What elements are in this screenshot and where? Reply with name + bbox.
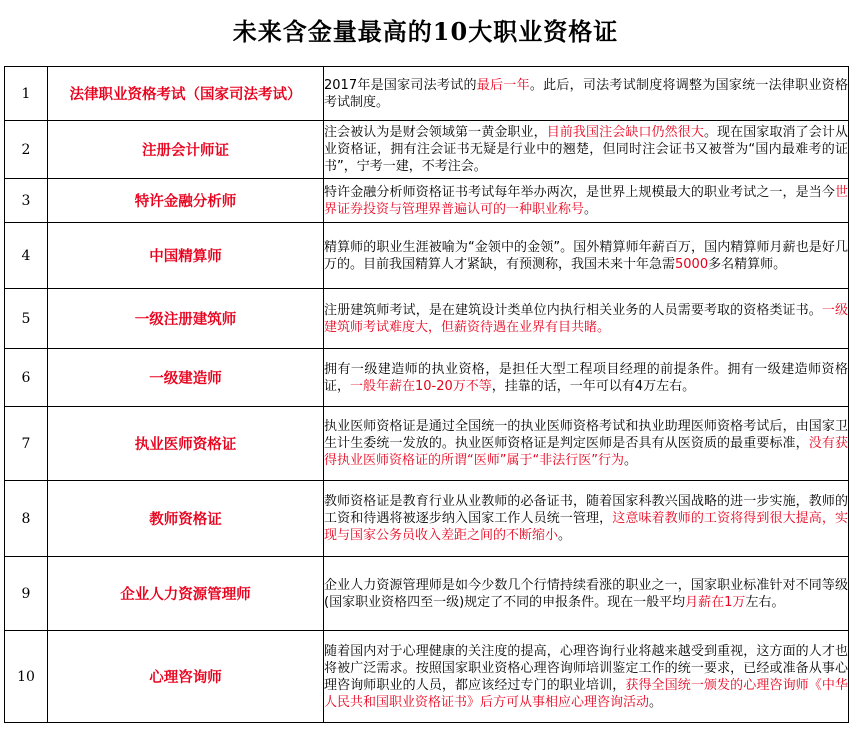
desc-text: 。此后，司法考试制度将调整为国家统一法律职业资格考试制度。: [324, 77, 848, 110]
desc-text: 随着国内对于心理健康的关注度的提高，心理咨询行业将越来越受到重视，这方面的人才也将被广泛需求。按照国家职业资格心理咨询师培训鉴定工作的统一要求，已经或准备从事心理咨询师职业的人员，都应该经过专门的职业培训，: [324, 643, 848, 693]
table-row: [5, 223, 849, 289]
certificate-description: [324, 223, 849, 289]
certificate-description: [324, 481, 849, 557]
certificate-description: [324, 121, 849, 179]
desc-highlight: 世界证券投资与管理界普遍认可的一种职业称号: [324, 184, 848, 217]
row-number: 2: [5, 121, 48, 179]
certificate-description: [324, 289, 849, 349]
certificate-name: 法律职业资格考试（国家司法考试）: [48, 67, 324, 121]
row-number: 7: [5, 407, 48, 481]
certificate-description: [324, 407, 849, 481]
certificate-description: [324, 557, 849, 631]
desc-text: 。: [649, 694, 663, 710]
table-row: [5, 289, 849, 349]
certificate-description: [324, 67, 849, 121]
desc-text: 注册建筑师考试，是在建筑设计类单位内执行相关业务的人员需要考取的资格类证书。: [324, 302, 822, 318]
table-row: [5, 349, 849, 407]
certificate-description: [324, 349, 849, 407]
desc-highlight: 一级建筑师考试难度大，但薪资待遇在业界有目共睹。: [324, 302, 848, 335]
table-row: [5, 121, 849, 179]
row-number: 9: [5, 557, 48, 631]
desc-text: ，挂靠的话，一年可以有4万左右。: [491, 378, 696, 394]
desc-text: 执业医师资格证是通过全国统一的执业医师资格考试和执业助理医师资格考试后，由国家卫生计生委统一发放的。执业医师资格证是判定医师是否具有从医资质的最重要标准，: [324, 419, 848, 451]
certificate-name: 心理咨询师: [48, 631, 324, 723]
table-row: [5, 179, 849, 223]
certificate-name: 教师资格证: [48, 481, 324, 557]
desc-highlight: 这意味着教师的工资将得到很大提高，实现与国家公务员收入差距之间的不断缩小: [324, 511, 848, 543]
desc-text: 。: [558, 528, 572, 543]
desc-highlight: 月薪在1万: [685, 594, 746, 610]
desc-text: 。: [584, 201, 598, 217]
desc-text: 企业人力资源管理师是如今少数几个行情持续看涨的职业之一，国家职业标准针对不同等级(国家职业资格四至一级)规定了不同的申报条件。现在一般平均: [324, 577, 848, 610]
certificate-name: 中国精算师: [48, 223, 324, 289]
desc-text: 教师资格证是教育行业从业教师的必备证书，随着国家科教兴国战略的进一步实施，教师的工资和待遇将被逐步纳入国家工作人员统一管理，: [324, 494, 848, 526]
certificate-name: 企业人力资源管理师: [48, 557, 324, 631]
desc-highlight: 5000: [675, 256, 709, 272]
certificate-description: [324, 179, 849, 223]
certificate-description: [324, 631, 849, 723]
desc-highlight: 目前我国注会缺口仍然很大: [546, 125, 704, 140]
desc-text: 注会被认为是财会领域第一黄金职业，: [324, 125, 547, 140]
row-number: 4: [5, 223, 48, 289]
row-number: 10: [5, 631, 48, 723]
desc-text: 拥有一级建造师的执业资格，是担任大型工程项目经理的前提条件。拥有一级建造师资格证，: [324, 361, 848, 394]
certificate-name: 执业医师资格证: [48, 407, 324, 481]
table-row: [5, 557, 849, 631]
row-number: 8: [5, 481, 48, 557]
certificate-name: 一级建造师: [48, 349, 324, 407]
page-title: 未来含金量最高的10大职业资格证: [232, 17, 619, 46]
desc-text: 精算师的职业生涯被喻为“金领中的金领”。国外精算师年薪百万，国内精算师月薪也是好几万的。目前我国精算人才紧缺，有预测称，我国未来十年急需: [324, 239, 848, 272]
desc-text: 特许金融分析师资格证书考试每年举办两次，是世界上规模最大的职业考试之一，是当今: [324, 184, 835, 200]
certificate-name: 特许金融分析师: [48, 179, 324, 223]
row-number: 3: [5, 179, 48, 223]
desc-text: 。: [623, 453, 637, 468]
row-number: 6: [5, 349, 48, 407]
table-row: [5, 67, 849, 121]
row-number: 1: [5, 67, 48, 121]
certificate-name: 注册会计师证: [48, 121, 324, 179]
desc-highlight: 没有获得执业医师资格证的所谓“医师”属于“非法行医”行为: [324, 436, 848, 468]
table-row: [5, 481, 849, 557]
certificate-name: 一级注册建筑师: [48, 289, 324, 349]
desc-text: 多名精算师。: [708, 256, 787, 272]
desc-text: 左右。: [745, 594, 785, 610]
desc-text: 2017年是国家司法考试的: [324, 77, 477, 93]
row-number: 5: [5, 289, 48, 349]
certificate-table-body: [5, 67, 849, 723]
desc-text: 。现在国家取消了会计从业资格证，拥有注会证书无疑是行业中的翘楚，但同时注会证书又被誉为“国内最难考的证书”，宁考一建，不考注会。: [324, 125, 848, 174]
desc-highlight: 一般年薪在10-20万不等: [350, 378, 492, 394]
table-row: [5, 407, 849, 481]
desc-highlight: 最后一年: [476, 77, 530, 93]
certificate-table: [4, 66, 849, 723]
table-row: [5, 631, 849, 723]
desc-highlight: 获得全国统一颁发的心理咨询师《中华人民共和国职业资格证书》后方可从事相应心理咨询活动: [324, 677, 848, 710]
